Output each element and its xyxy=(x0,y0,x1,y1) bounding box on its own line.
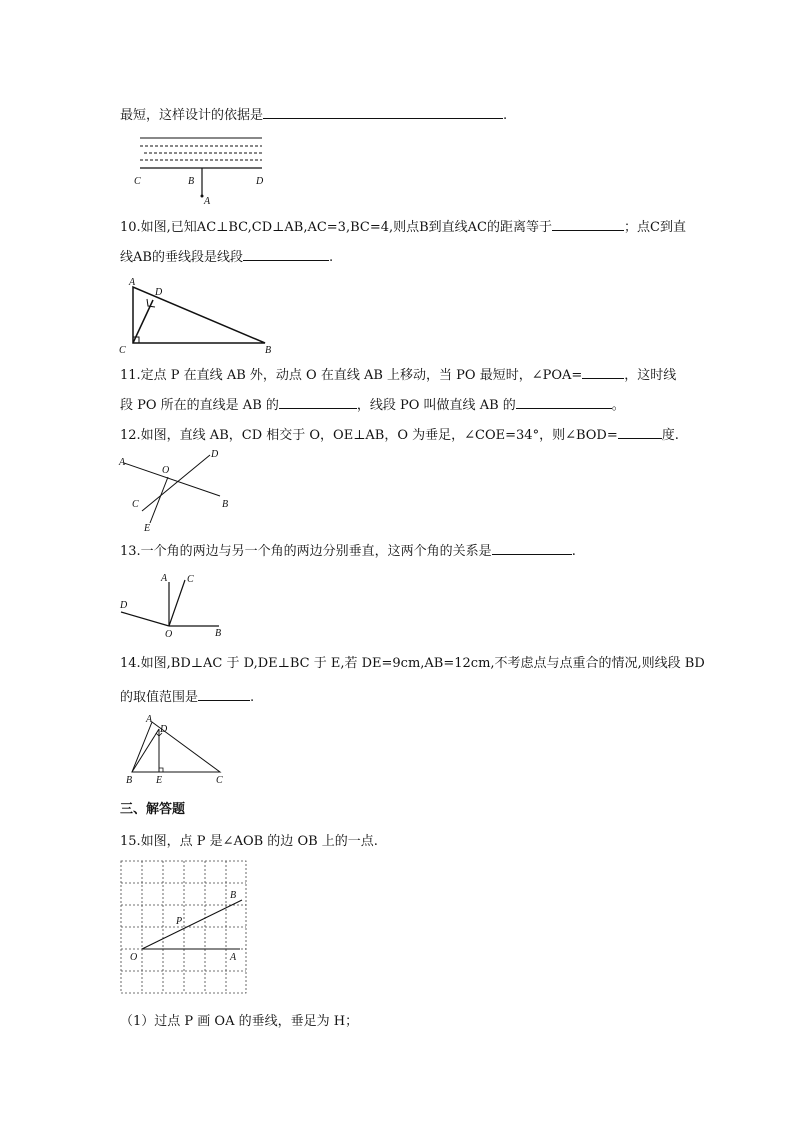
line-text: 15.如图，点 P 是∠AOB 的边 OB 上的一点. xyxy=(120,834,378,849)
label-O: O xyxy=(130,952,138,963)
label-B: B xyxy=(230,890,237,901)
answer-blank[interactable] xyxy=(618,424,662,439)
text-line-answer-basis xyxy=(120,104,507,126)
question-10-line-2 xyxy=(120,246,333,268)
label-A: A xyxy=(146,714,153,725)
line-text: 段 PO 所在的直线是 AB 的 xyxy=(120,398,279,413)
label-D: D xyxy=(155,287,163,298)
question-14-line-2 xyxy=(120,686,254,708)
label-B: B xyxy=(215,628,222,639)
question-15-part-1 xyxy=(120,1012,358,1032)
line-text: . xyxy=(250,690,255,705)
line-text: 最短，这样设计的依据是 xyxy=(120,108,264,123)
section-title: 三、解答题 xyxy=(120,802,186,817)
line-text: 线AB的垂线段是线段 xyxy=(120,250,243,265)
label-O: O xyxy=(162,465,170,476)
line-text: 11.定点 P 在直线 AB 外，动点 O 在直线 AB 上移动，当 PO 最短时，∠POA= xyxy=(120,368,583,383)
answer-blank[interactable] xyxy=(198,686,250,701)
answer-blank[interactable] xyxy=(492,540,572,555)
line-text: ；点C到直 xyxy=(624,220,686,235)
label-A: A xyxy=(129,277,136,288)
label-P: P xyxy=(176,916,183,927)
line-text: ，线段 PO 叫做直线 AB 的 xyxy=(356,398,516,413)
label-E: E xyxy=(156,775,163,786)
figure-triangle-perpendiculars xyxy=(120,712,240,790)
line-text: 。 xyxy=(611,398,625,413)
label-A: A xyxy=(204,196,211,207)
line-text: 度. xyxy=(661,428,679,443)
label-B: B xyxy=(222,499,229,510)
line-text: 14.如图,BD⊥AC 于 D,DE⊥BC 于 E,若 DE=9cm,AB=12cm,不考虑点与点重合的情况,则线段 BD xyxy=(120,656,705,671)
label-B: B xyxy=(188,176,195,187)
figure-two-angles xyxy=(115,570,235,640)
label-A: A xyxy=(161,573,168,584)
question-14-line-1 xyxy=(120,654,705,674)
answer-blank[interactable] xyxy=(263,104,503,119)
line-text: （1）过点 P 画 OA 的垂线，垂足为 H； xyxy=(120,1014,359,1029)
label-D: D xyxy=(160,724,168,735)
figure-right-triangle xyxy=(115,275,285,357)
section-heading xyxy=(120,800,185,820)
answer-blank[interactable] xyxy=(243,246,329,261)
line-text: 12.如图，直线 AB，CD 相交于 O，OE⊥AB，O 为垂足，∠COE=34°，则∠BOD= xyxy=(120,428,618,443)
label-O: O xyxy=(165,629,173,640)
label-D: D xyxy=(120,600,128,611)
label-A: A xyxy=(119,457,126,468)
label-B: B xyxy=(265,345,272,356)
figure-river-lines xyxy=(130,132,280,212)
question-11-line-1 xyxy=(120,364,676,386)
label-B: B xyxy=(126,775,133,786)
line-text: ，这时线 xyxy=(624,368,677,383)
line-text: . xyxy=(571,544,576,559)
label-C: C xyxy=(132,499,139,510)
question-15-line xyxy=(120,832,378,852)
answer-blank[interactable] xyxy=(552,216,624,231)
question-11-line-2 xyxy=(120,394,625,416)
label-D: D xyxy=(256,176,264,187)
line-text: 的取值范围是 xyxy=(120,690,199,705)
label-E: E xyxy=(144,523,151,534)
label-D: D xyxy=(211,449,219,460)
label-C: C xyxy=(216,775,223,786)
label-C: C xyxy=(119,345,126,356)
answer-blank[interactable] xyxy=(582,364,624,379)
label-C: C xyxy=(187,574,194,585)
question-13-line xyxy=(120,540,576,562)
line-text: 10.如图,已知AC⊥BC,CD⊥AB,AC=3,BC=4,则点B到直线AC的距离等于 xyxy=(120,220,553,235)
label-C: C xyxy=(134,176,141,187)
figure-intersecting-lines xyxy=(112,447,242,533)
answer-blank[interactable] xyxy=(516,394,612,409)
question-12-line xyxy=(120,424,679,446)
line-text: 13.一个角的两边与另一个角的两边分别垂直，这两个角的关系是 xyxy=(120,544,492,559)
answer-blank[interactable] xyxy=(279,394,357,409)
label-A: A xyxy=(230,952,237,963)
line-text: . xyxy=(503,108,508,123)
figure-grid-angle xyxy=(120,860,250,996)
question-10-line-1 xyxy=(120,216,686,238)
line-text: . xyxy=(328,250,334,265)
